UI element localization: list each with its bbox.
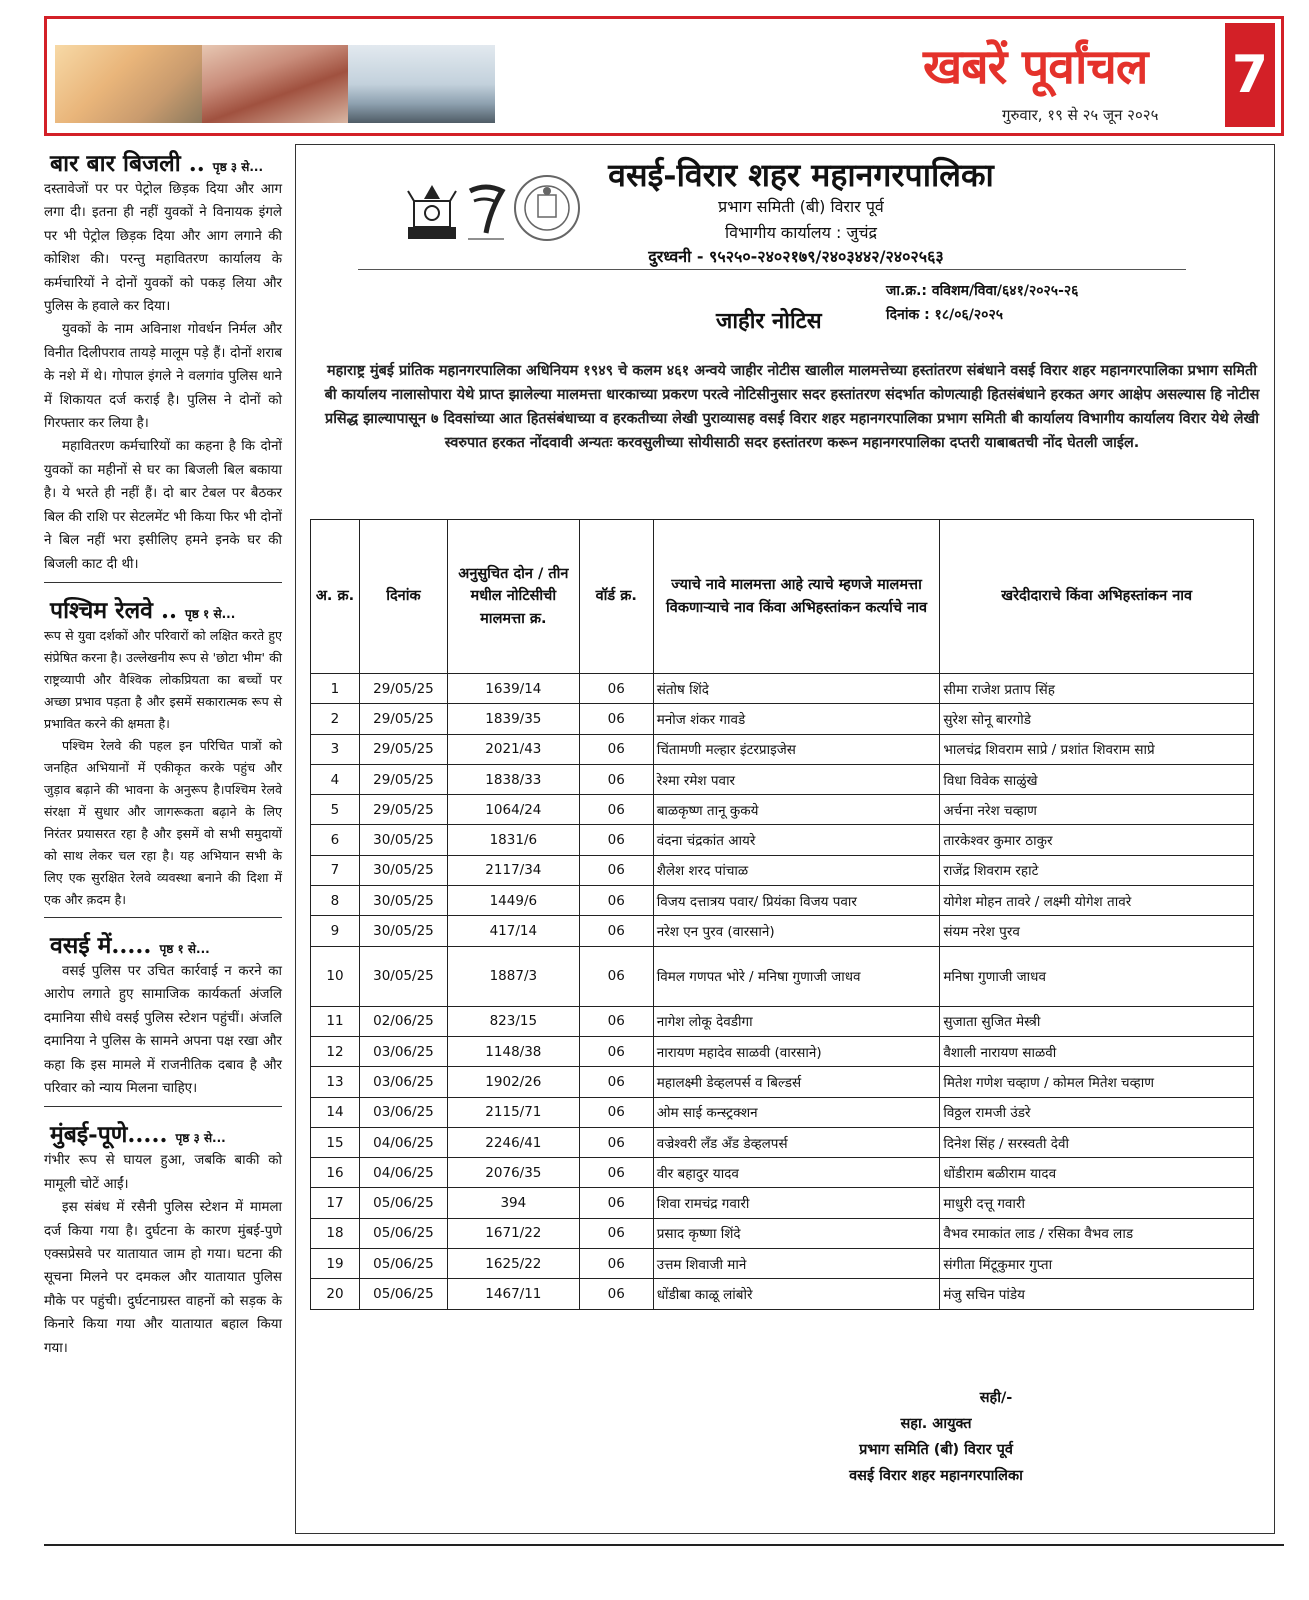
cell-property-no: 1148/38 <box>447 1036 579 1066</box>
cell-serial: 5 <box>311 795 360 825</box>
left-column <box>44 146 282 1376</box>
cell-buyer: मनिषा गुणाजी जाधव <box>940 946 1254 1006</box>
emblem-icon <box>404 181 460 243</box>
table-row <box>311 1006 1254 1036</box>
office-line: विभागीय कार्यालय : जुचंद्र <box>724 223 878 242</box>
cell-date: 30/05/25 <box>359 825 447 855</box>
cell-buyer: माधुरी दत्तू गवारी <box>940 1188 1254 1218</box>
cell-buyer: सुरेश सोनू बारगोडे <box>940 704 1254 734</box>
cell-property-no: 1902/26 <box>447 1067 579 1097</box>
cell-serial: 4 <box>311 764 360 794</box>
cell-serial: 17 <box>311 1188 360 1218</box>
cell-property-no: 823/15 <box>447 1006 579 1036</box>
story-jump: पृष्ठ १ से... <box>159 941 210 956</box>
cell-serial: 12 <box>311 1036 360 1066</box>
col-header-ward: वॉर्ड क्र. <box>579 520 653 674</box>
property-transfer-table <box>310 519 1254 1310</box>
cell-serial: 8 <box>311 886 360 916</box>
cell-serial: 3 <box>311 734 360 764</box>
cell-buyer: सीमा राजेश प्रताप सिंह <box>940 674 1254 704</box>
cell-buyer: योगेश मोहन तावरे / लक्ष्मी योगेश तावरे <box>940 886 1254 916</box>
cell-ward: 06 <box>579 946 653 1006</box>
cell-ward: 06 <box>579 734 653 764</box>
cell-seller: नरेश एन पुरव (वारसाने) <box>653 916 940 946</box>
table-row <box>311 1279 1254 1309</box>
story-jump: पृष्ठ ३ से... <box>175 1131 226 1146</box>
cell-date: 05/06/25 <box>359 1218 447 1248</box>
cell-serial: 18 <box>311 1218 360 1248</box>
logo-group <box>404 169 580 243</box>
col-header-buyer: खरेदीदाराचे किंवा अभिहस्तांकन नाव <box>940 520 1254 674</box>
story-title: वसई में..... <box>50 931 152 959</box>
cell-seller: नारायण महादेव साळवी (वारसाने) <box>653 1036 940 1066</box>
story-paragraph: पश्चिम रेलवे की पहल इन परिचित पात्रों को जनहित अभियानों में एकीकृत करके पहुंच और जुड़ाव बढ़ाने की भावना के अनुरूप है।पश्चिम रेलवे संरक्षा में सुधार और जागरूकता बढ़ाने के लिए निरंतर प्रयासरत रहा है और इसमें वो सभी समुदायों को साथ लेकर चल रहा है। यह अभियान सभी के लिए एक सुरक्षित रेलवे व्यवस्था बनाने की दिशा में एक और क़दम है। <box>44 737 282 907</box>
cell-property-no: 1887/3 <box>447 946 579 1006</box>
cell-seller: धोंडीबा काळू लांबोरे <box>653 1279 940 1309</box>
cell-serial: 2 <box>311 704 360 734</box>
cell-date: 04/06/25 <box>359 1158 447 1188</box>
cell-ward: 06 <box>579 855 653 885</box>
col-header-property-no: अनुसुचित दोन / तीन मधील नोटिसीची मालमत्ता क्र. <box>447 520 579 674</box>
cell-ward: 06 <box>579 764 653 794</box>
table-row <box>311 1127 1254 1157</box>
table-row <box>311 1097 1254 1127</box>
cell-seller: वीर बहादुर यादव <box>653 1158 940 1188</box>
story-paragraph: महावितरण कर्मचारियों का कहना है कि दोनों युवकों का महीनों से घर का बिजली बिल बकाया है। ये भरते ही नहीं हैं। दो बार टेबल पर बैठकर बिल की राशि पर सेटलमेंट भी किया फिर भी दोनों ने बिल नहीं भरा इसीलिए हमने इनके घर की बिजली काट दी थी। <box>44 439 282 572</box>
cell-serial: 6 <box>311 825 360 855</box>
cell-ward: 06 <box>579 1188 653 1218</box>
cell-date: 29/05/25 <box>359 704 447 734</box>
cell-seller: बाळकृष्ण तानू कुकये <box>653 795 940 825</box>
table-row <box>311 916 1254 946</box>
cell-date: 30/05/25 <box>359 886 447 916</box>
cell-serial: 14 <box>311 1097 360 1127</box>
cell-property-no: 1625/22 <box>447 1249 579 1279</box>
cell-buyer: संगीता मिंटूकुमार गुप्ता <box>940 1249 1254 1279</box>
cell-ward: 06 <box>579 1067 653 1097</box>
story-paragraph: युवकों के नाम अविनाश गोवर्धन निर्मल और विनीत दिलीपराव ताय‌ड़े मालूम पड़े हैं। दोनों शराब के नशे में थे। गोपाल इंगले ने वलगांव पुलिस थाने में शिकायत दर्ज कराई है। पुलिस ने दोनों को गिरफ्तार कर लिया है। <box>44 322 282 432</box>
cell-serial: 20 <box>311 1279 360 1309</box>
photo-runner <box>348 45 495 123</box>
photo-woman-sunset <box>55 45 202 123</box>
cell-property-no: 1831/6 <box>447 825 579 855</box>
cell-buyer: मितेश गणेश चव्हाण / कोमल मितेश चव्हाण <box>940 1067 1254 1097</box>
notice-title: जाहीर नोटिस <box>716 308 822 334</box>
cell-date: 29/05/25 <box>359 674 447 704</box>
cell-serial: 13 <box>311 1067 360 1097</box>
table-row <box>311 1158 1254 1188</box>
cell-date: 29/05/25 <box>359 734 447 764</box>
cell-date: 30/05/25 <box>359 855 447 885</box>
cell-buyer: धोंडीराम बळीराम यादव <box>940 1158 1254 1188</box>
cell-property-no: 1839/35 <box>447 704 579 734</box>
cell-ward: 06 <box>579 704 653 734</box>
cell-serial: 1 <box>311 674 360 704</box>
table-row <box>311 855 1254 885</box>
cell-property-no: 1467/11 <box>447 1279 579 1309</box>
cell-serial: 19 <box>311 1249 360 1279</box>
ward-committee: प्रभाग समिती (बी) विरार पूर्व <box>718 197 884 216</box>
cell-ward: 06 <box>579 795 653 825</box>
story-title: बार बार बिजली .. <box>50 150 205 177</box>
cell-property-no: 2076/35 <box>447 1158 579 1188</box>
cell-ward: 06 <box>579 1127 653 1157</box>
cell-ward: 06 <box>579 1097 653 1127</box>
col-header-seller: ज्याचे नावे मालमत्ता आहे त्याचे म्हणजे मालमत्ता विकणाऱ्याचे नाव किंवा अभिहस्तांकन कर्त्याचे नाव <box>653 520 940 674</box>
table-row <box>311 1188 1254 1218</box>
cell-seller: वंदना चंद्रकांत आयरे <box>653 825 940 855</box>
reference-number: जा.क्र.: वविशम/विवा/६४१/२०२५-२६ <box>886 283 1079 299</box>
cell-property-no: 394 <box>447 1188 579 1218</box>
col-header-serial: अ. क्र. <box>311 520 360 674</box>
table-row <box>311 734 1254 764</box>
col-header-date: दिनांक <box>359 520 447 674</box>
cell-seller: चिंतामणी मल्हार इंटरप्राइजेस <box>653 734 940 764</box>
cell-seller: प्रसाद कृष्णा शिंदे <box>653 1218 940 1248</box>
cell-date: 03/06/25 <box>359 1067 447 1097</box>
cell-seller: रेश्मा रमेश पवार <box>653 764 940 794</box>
bottom-rule <box>44 1544 1284 1546</box>
table-row <box>311 764 1254 794</box>
cell-buyer: मंजु सचिन पांडेय <box>940 1279 1254 1309</box>
figure-seven-logo-icon <box>464 181 508 243</box>
cell-serial: 10 <box>311 946 360 1006</box>
table-header-row <box>311 520 1254 674</box>
story-paragraph: वसई पुलिस पर उचित कार्रवाई न करने का आरोप लगाते हुए सामाजिक कार्यकर्ता अंजलि दमानिया सीधे वसई पुलिस स्टेशन पहुंचीं। अंजलि दमानिया ने पुलिस के सामने अपना पक्ष रखा और कहा कि इस मामले में राजनीतिक दबाव है और परिवार को न्याय मिलना चाहिए। <box>44 963 282 1096</box>
cell-date: 29/05/25 <box>359 795 447 825</box>
story-paschim-railway <box>44 593 282 918</box>
cell-serial: 11 <box>311 1006 360 1036</box>
notice-body: महाराष्ट्र मुंबई प्रांतिक महानगरपालिका अधिनियम १९४९ चे कलम ४६१ अन्वये जाहीर नोटीस खालील मालमत्तेच्या हस्तांतरण संबंधाने वसई विरार शहर महानगरपालिका प्रभाग समिती बी कार्यालय नालासोपारा येथे प्राप्त झालेल्या मालमत्ता धारकाच्या प्रकरण परत्वे नोटिसीनुसार सदर हस्तांतरण संदर्भात कोणत्याही हितसंबंधाने हरकत अगर आक्षेप असल्यास हि नोटीस प्रसिद्ध झाल्यापासून ७ दिवसांच्या आत हितसंबंधाच्या व हरकतीच्या लेखी पुराव्यासह वसई विरार शहर महानगरपालिका प्रभाग समिती बी कार्यालय विभागीय कार्यालय विरार येथे लेखी स्वरुपात हरकत नोंदवावी अन्यतः करवसुलीच्या सोयीसाठी सदर हस्तांतरण करून महानगरपालिका दप्तरी याबाबतची नोंद घेतली जाईल. <box>324 363 1260 451</box>
cell-buyer: राजेंद्र शिवराम रहाटे <box>940 855 1254 885</box>
signature-designation: सहा. आयुक्त <box>900 1416 972 1432</box>
table-row <box>311 795 1254 825</box>
cell-seller: मनोज शंकर गावडे <box>653 704 940 734</box>
cell-date: 05/06/25 <box>359 1188 447 1218</box>
public-notice <box>295 144 1275 1534</box>
cell-date: 29/05/25 <box>359 764 447 794</box>
signature-block <box>776 1385 1096 1489</box>
cell-seller: वज्रेश्वरी लँड अँड डेव्हलपर्स <box>653 1127 940 1157</box>
cell-date: 03/06/25 <box>359 1036 447 1066</box>
cell-seller: उत्तम शिवाजी माने <box>653 1249 940 1279</box>
masthead <box>44 16 1284 136</box>
cell-buyer: विधा विवेक साळुंखे <box>940 764 1254 794</box>
story-paragraph: दस्तावेजों पर पर पेट्रोल छिड़क दिया और आग लगा दी। इतना ही नहीं युवकों ने विनायक इंगले पर भी पेट्रोल छिड़क दिया और आग लगाने की कोशिश की। परन्तु महावितरण कार्यालय के कर्मचारियों ने दोनों युवकों को पकड़ लिया और पुलिस के हवाले कर दिया। <box>44 182 282 315</box>
cell-property-no: 1671/22 <box>447 1218 579 1248</box>
story-mumbai-pune <box>44 1117 282 1366</box>
signature-line: सही/- <box>979 1390 1013 1406</box>
cell-property-no: 2246/41 <box>447 1127 579 1157</box>
notice-date: दिनांक : १८/०६/२०२५ <box>886 307 1004 323</box>
story-title: मुंबई-पूणे..... <box>50 1121 168 1149</box>
cell-ward: 06 <box>579 1279 653 1309</box>
cell-seller: ओम साई कन्स्ट्रक्शन <box>653 1097 940 1127</box>
page-number: 7 <box>1225 23 1275 127</box>
cell-ward: 06 <box>579 916 653 946</box>
cell-buyer: भालचंद्र शिवराम साप्रे / प्रशांत शिवराम साप्रे <box>940 734 1254 764</box>
cell-property-no: 2021/43 <box>447 734 579 764</box>
cell-seller: विमल गणपत भोरे / मनिषा गुणाजी जाधव <box>653 946 940 1006</box>
cell-ward: 06 <box>579 1158 653 1188</box>
cell-serial: 7 <box>311 855 360 885</box>
divider <box>358 269 1186 270</box>
cell-seller: नागेश लोकू देवडीगा <box>653 1006 940 1036</box>
header-photo-strip <box>55 45 495 123</box>
cell-seller: विजय दत्तात्रय पवार/ प्रियंका विजय पवार <box>653 886 940 916</box>
table-row <box>311 1067 1254 1097</box>
cell-buyer: दिनेश सिंह / सरस्वती देवी <box>940 1127 1254 1157</box>
story-jump: पृष्ठ ३ से... <box>212 160 264 174</box>
table-row <box>311 1218 1254 1248</box>
cell-ward: 06 <box>579 1036 653 1066</box>
cell-property-no: 1064/24 <box>447 795 579 825</box>
cell-seller: महालक्ष्मी डेव्हलपर्स व बिल्डर्स <box>653 1067 940 1097</box>
cell-ward: 06 <box>579 1249 653 1279</box>
cell-property-no: 2117/34 <box>447 855 579 885</box>
cell-date: 05/06/25 <box>359 1279 447 1309</box>
photo-hands-heart <box>202 45 349 123</box>
cell-serial: 16 <box>311 1158 360 1188</box>
cell-date: 30/05/25 <box>359 946 447 1006</box>
cell-buyer: विठ्ठल रामजी उंडरे <box>940 1097 1254 1127</box>
story-paragraph: रूप से युवा दर्शकों और परिवारों को लक्षित करते हुए संप्रेषित करना है। उल्लेखनीय रूप से 'छोटा भीम' की राष्ट्रव्यापी और वैश्विक लोकप्रियता का बच्चों पर अच्छा प्रभाव पड़ता है और इसमें सकारात्मक रूप से प्रभावित करने की क्षमता है। <box>44 627 282 731</box>
cell-serial: 15 <box>311 1127 360 1157</box>
table-row <box>311 674 1254 704</box>
cell-buyer: सुजाता सुजित मेस्त्री <box>940 1006 1254 1036</box>
table-row <box>311 886 1254 916</box>
cell-date: 05/06/25 <box>359 1249 447 1279</box>
cell-date: 30/05/25 <box>359 916 447 946</box>
cell-ward: 06 <box>579 1218 653 1248</box>
signature-corporation: वसई विरार शहर महानगरपालिका <box>849 1468 1023 1484</box>
story-paragraph: इस संबंध में रसैनी पुलिस स्टेशन में मामला दर्ज किया गया है। दुर्घटना के कारण मुंबई-पुणे एक्सप्रेसवे पर यातायात जाम हो गया। घटना की सूचना मिलने पर दमकल और यातायात पुलिस मौके पर पहुंची। दुर्घटनाग्रस्त वाहनों को सड़क के किनारे किया गया और यातायात बहाल किया गया। <box>44 1200 282 1356</box>
cell-property-no: 2115/71 <box>447 1097 579 1127</box>
cell-buyer: अर्चना नरेश चव्हाण <box>940 795 1254 825</box>
cell-buyer: संयम नरेश पुरव <box>940 916 1254 946</box>
story-jump: पृष्ठ १ से... <box>184 606 236 621</box>
cell-buyer: वैभव रमाकांत लाड / रसिका वैभव लाड <box>940 1218 1254 1248</box>
table-row <box>311 946 1254 1006</box>
cell-serial: 9 <box>311 916 360 946</box>
table-row <box>311 1249 1254 1279</box>
story-title: पश्चिम रेलवे .. <box>50 596 177 624</box>
story-bijli <box>44 146 282 583</box>
cell-property-no: 1838/33 <box>447 764 579 794</box>
table-row <box>311 704 1254 734</box>
cell-buyer: वैशाली नारायण साळवी <box>940 1036 1254 1066</box>
cell-property-no: 417/14 <box>447 916 579 946</box>
signature-ward: प्रभाग समिति (बी) विरार पूर्व <box>859 1442 1013 1458</box>
corporation-name: वसई-विरार शहर महानगरपालिका <box>608 156 994 194</box>
cell-property-no: 1639/14 <box>447 674 579 704</box>
cell-ward: 06 <box>579 886 653 916</box>
cell-ward: 06 <box>579 674 653 704</box>
newspaper-brand: खबरें पूर्वांचल <box>923 39 1148 95</box>
phone-numbers: दुरध्वनी - ९५२५०-२४०२१७९/२४०३४४२/२४०२५६३ <box>648 247 944 266</box>
cell-seller: शिवा रामचंद्र गवारी <box>653 1188 940 1218</box>
cell-ward: 06 <box>579 1006 653 1036</box>
table-row <box>311 825 1254 855</box>
cell-seller: शैलेश शरद पांचाळ <box>653 855 940 885</box>
story-vasai <box>44 928 282 1107</box>
cell-property-no: 1449/6 <box>447 886 579 916</box>
cell-buyer: तारकेश्वर कुमार ठाकुर <box>940 825 1254 855</box>
cell-date: 02/06/25 <box>359 1006 447 1036</box>
table-row <box>311 1036 1254 1066</box>
cell-ward: 06 <box>579 825 653 855</box>
issue-date: गुरुवार, १९ से २५ जून २०२५ <box>1002 106 1159 124</box>
story-paragraph: गंभीर रूप से घायल हुआ, जबकि बाकी को मामूली चोटें आईं। <box>44 1153 282 1192</box>
cell-date: 04/06/25 <box>359 1127 447 1157</box>
cell-seller: संतोष शिंदे <box>653 674 940 704</box>
cell-date: 03/06/25 <box>359 1097 447 1127</box>
